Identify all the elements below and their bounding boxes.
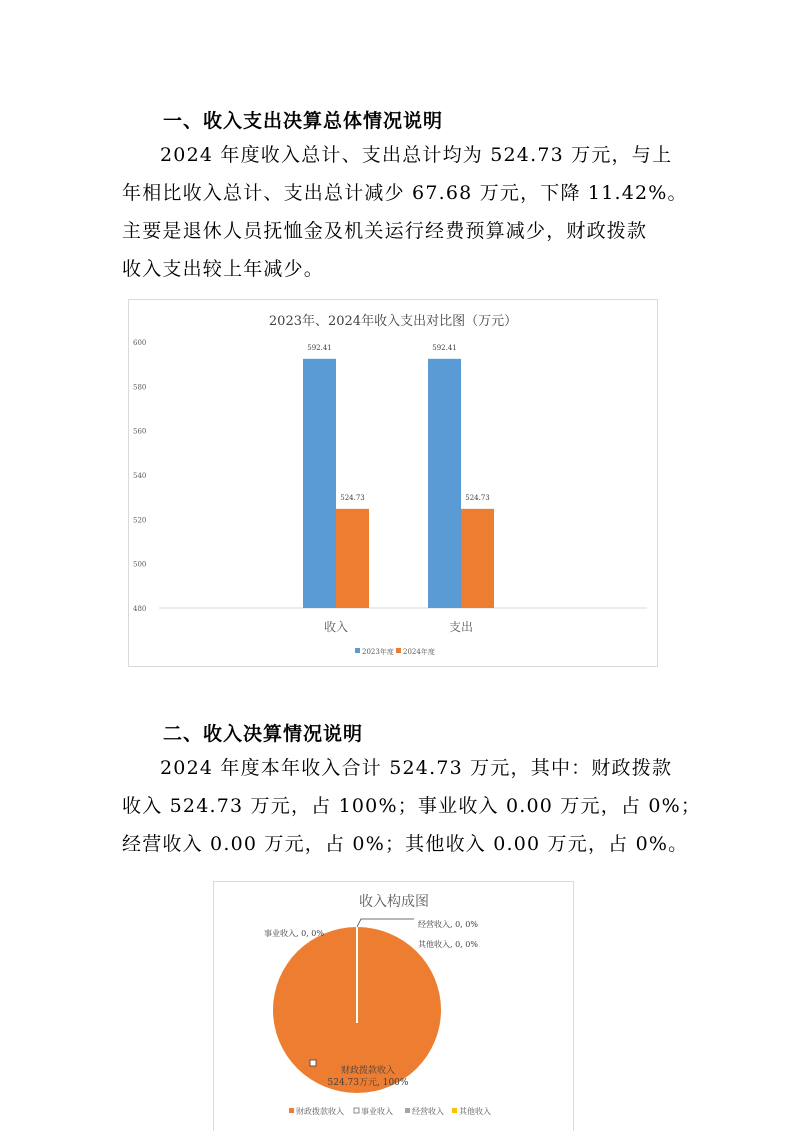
section-heading-2: 二、收入决算情况说明 — [163, 723, 364, 745]
bar-data-label: 524.73 — [340, 493, 365, 502]
legend-swatch — [405, 1108, 410, 1113]
bar-chart-frame — [128, 299, 658, 667]
y-tick-label: 600 — [133, 339, 147, 347]
y-tick-label: 500 — [133, 560, 147, 569]
pie-slice-label: 事业收入, 0, 0% — [264, 929, 324, 938]
legend-swatch — [354, 1108, 359, 1113]
legend-label: 其他收入 — [459, 1107, 491, 1116]
y-tick-label: 540 — [133, 472, 147, 480]
legend-swatch — [289, 1108, 294, 1113]
pie-chart — [214, 882, 573, 1123]
legend-label: 2023年度 — [362, 648, 394, 656]
legend-label: 2024年度 — [403, 648, 435, 656]
pie-slice-label: 524.73万元, 100% — [327, 1078, 409, 1088]
bar — [303, 359, 336, 608]
section-heading-1: 一、收入支出决算总体情况说明 — [163, 110, 444, 132]
paragraph-line: 2024 年度收入总计、支出总计均为 524.73 万元，与上 — [160, 144, 673, 166]
paragraph-line: 经营收入 0.00 万元，占 0%；其他收入 0.00 万元，占 0%。 — [122, 833, 689, 855]
bar-chart — [129, 300, 657, 666]
x-category-label: 支出 — [448, 620, 474, 634]
bar — [461, 509, 494, 608]
pie-leader-line — [357, 919, 414, 927]
legend-swatch — [396, 648, 401, 653]
pie-slice-label: 其他收入, 0, 0% — [418, 940, 478, 949]
legend-label: 财政拨款收入 — [296, 1107, 344, 1116]
paragraph-line: 收入支出较上年减少。 — [122, 258, 325, 280]
pie-slice-label: 财政拨款收入 — [340, 1066, 396, 1076]
y-tick-label: 580 — [133, 383, 147, 392]
y-tick-label: 520 — [133, 516, 147, 525]
legend-label: 经营收入 — [412, 1107, 444, 1116]
pie-chart-frame — [213, 881, 574, 1131]
section-paragraph-1 — [122, 136, 688, 288]
bar-data-label: 592.41 — [307, 343, 332, 352]
paragraph-line: 2024 年度本年收入合计 524.73 万元，其中：财政拨款 — [160, 757, 673, 779]
y-tick-label: 480 — [133, 605, 147, 613]
paragraph-line: 收入 524.73 万元，占 100%；事业收入 0.00 万元，占 0%； — [122, 795, 702, 817]
pie-slice-label: 经营收入, 0, 0% — [418, 920, 478, 929]
legend-swatch — [452, 1108, 457, 1113]
paragraph-line: 年相比收入总计、支出总计减少 67.68 万元，下降 11.42%。 — [122, 182, 688, 204]
legend-label: 事业收入 — [361, 1107, 393, 1116]
paragraph-line: 主要是退休人员抚恤金及机关运行经费预算减少，财政拨款 — [122, 220, 648, 242]
pie-chart-title: 收入构成图 — [359, 894, 429, 910]
bar — [336, 509, 369, 608]
x-category-label: 收入 — [323, 620, 349, 634]
bar-chart-title: 2023年、2024年收入支出对比图（万元） — [268, 314, 518, 329]
bar-data-label: 592.41 — [432, 343, 457, 352]
y-tick-label: 560 — [133, 427, 147, 436]
bar-data-label: 524.73 — [465, 493, 490, 502]
section-paragraph-2 — [122, 749, 702, 863]
pie-label-marker — [310, 1060, 316, 1066]
legend-swatch — [355, 648, 360, 653]
bar — [428, 359, 461, 608]
